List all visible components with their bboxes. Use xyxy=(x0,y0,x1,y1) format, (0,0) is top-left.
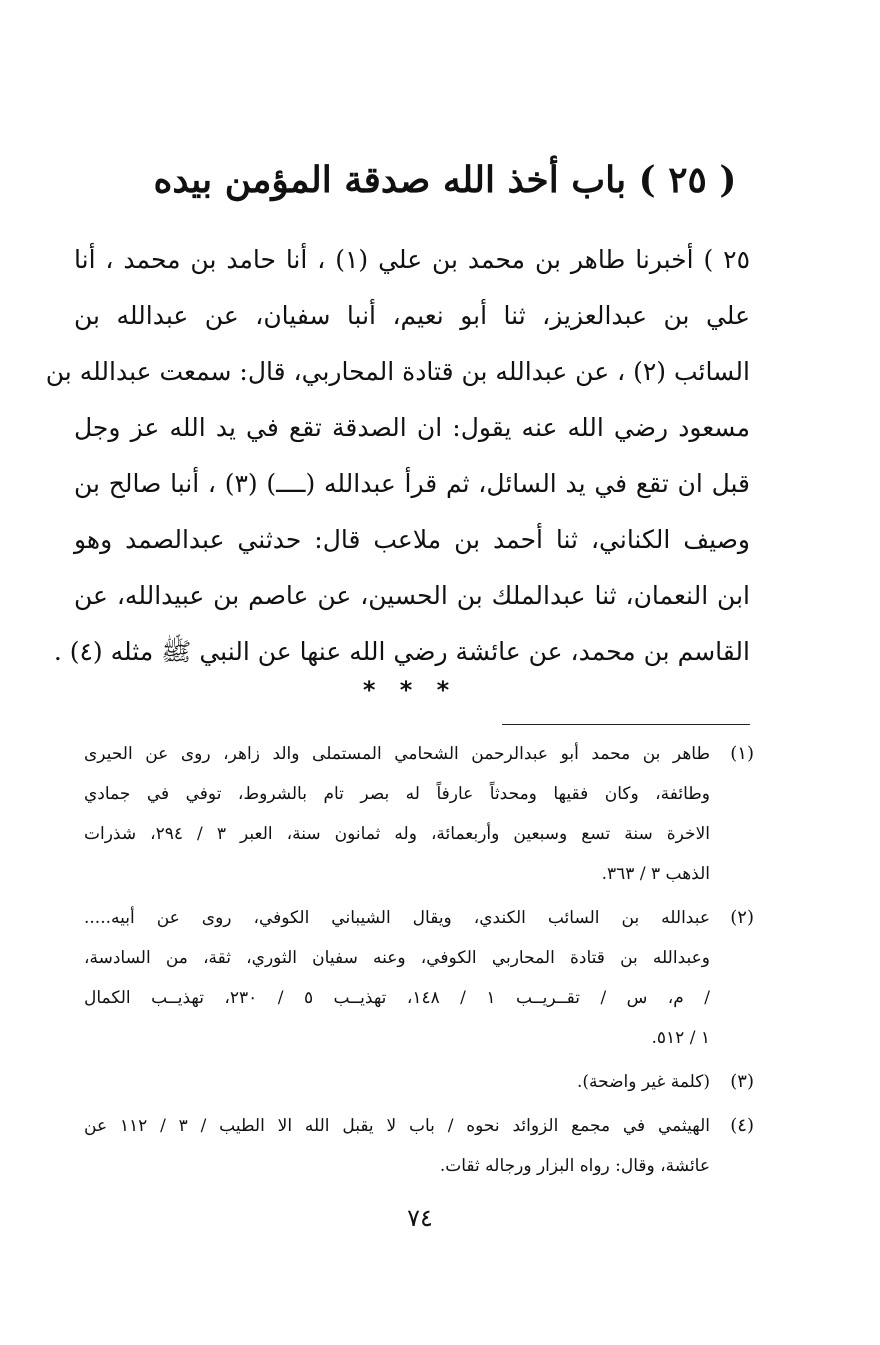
footnote-divider xyxy=(502,724,750,725)
footnote-text xyxy=(84,1106,710,1186)
footnote-line: ١ / ٥١٢. xyxy=(651,1028,710,1048)
footnote-line: وعبدالله بن قتادة المحاربي الكوفي، وعنه سفيان الثوري، ثقة، من السادسة، xyxy=(84,948,710,968)
footnote-line: عائشة، وقال: رواه البزار ورجاله ثقات. xyxy=(439,1156,710,1176)
hadith-line: مسعود رضي الله عنه يقول: ان الصدقة تقع في يد الله عز وجل xyxy=(74,413,750,442)
hadith-line: وصيف الكناني، ثنا أحمد بن ملاعب قال: حدثني عبدالصمد وهو xyxy=(74,525,750,554)
footnote-marker: (٣) xyxy=(730,1071,754,1092)
footnote-text xyxy=(84,1062,710,1102)
section-separator: * * * xyxy=(362,676,458,704)
footnote-3 xyxy=(84,1062,754,1102)
hadith-line: علي بن عبدالعزيز، ثنا أبو نعيم، أنبا سفيان، عن عبدالله بن xyxy=(74,301,750,330)
hadith-line: السائب (٢) ، عن عبدالله بن قتادة المحاربي، قال: سمعت عبدالله بن xyxy=(45,357,750,386)
footnote-line: الهيثمي في مجمع الزوائد نحوه / باب لا يقبل الله الا الطيب / ٣ / ١١٢ عن xyxy=(84,1116,710,1136)
footnote-marker: (١) xyxy=(730,743,754,764)
footnote-line: / م، س / تقــريــب ١ / ١٤٨، تهذيــب ٥ / ٢٣٠، تهذيــب الكمال xyxy=(84,988,710,1008)
hadith-text xyxy=(45,232,751,680)
hadith-line: قبل ان تقع في يد السائل، ثم قرأ عبدالله (ــــ) (٣) ، أنبا صالح بن xyxy=(74,469,751,498)
hadith-line: ٢٥ ) أخبرنا طاهر بن محمد بن علي (١) ، أنا حامد بن محمد ، أنا xyxy=(74,245,750,274)
hadith-line: ابن النعمان، ثنا عبدالملك بن الحسين، عن عاصم بن عبيدالله، عن xyxy=(74,581,750,610)
footnote-text xyxy=(84,898,710,1058)
footnotes xyxy=(84,734,754,1190)
footnote-line: طاهر بن محمد أبو عبدالرحمن الشحامي المستملى والد زاهر، روى عن الحيرى xyxy=(84,744,710,764)
footnote-marker: (٤) xyxy=(730,1115,754,1136)
footnote-text xyxy=(84,734,710,894)
chapter-title: ( ٢٥ ) باب أخذ الله صدقة المؤمن بيده xyxy=(153,159,737,201)
footnote-line: الاخرة سنة تسع وسبعين وأربعمائة، وله ثمانون سنة، العبر ٣ / ٢٩٤، شذرات xyxy=(84,824,710,844)
footnote-2 xyxy=(84,898,754,1058)
hadith-line: القاسم بن محمد، عن عائشة رضي الله عنها عن النبي ﷺ مثله (٤) . xyxy=(53,637,750,666)
footnote-line: وطائفة، وكان فقيها ومحدثاً عارفاً له بصر تام بالشروط، توفي في جمادي xyxy=(84,784,710,804)
footnote-marker: (٢) xyxy=(730,907,754,928)
footnote-line: (كلمة غير واضحة). xyxy=(577,1072,710,1092)
footnote-line: عبدالله بن السائب الكندي، ويقال الشيباني الكوفي، روى عن أبيه..... xyxy=(84,908,710,928)
page-number: ٧٤ xyxy=(407,1204,433,1232)
footnote-line: الذهب ٣ / ٣٦٣. xyxy=(601,864,710,884)
footnote-4 xyxy=(84,1106,754,1186)
footnote-1 xyxy=(84,734,754,894)
